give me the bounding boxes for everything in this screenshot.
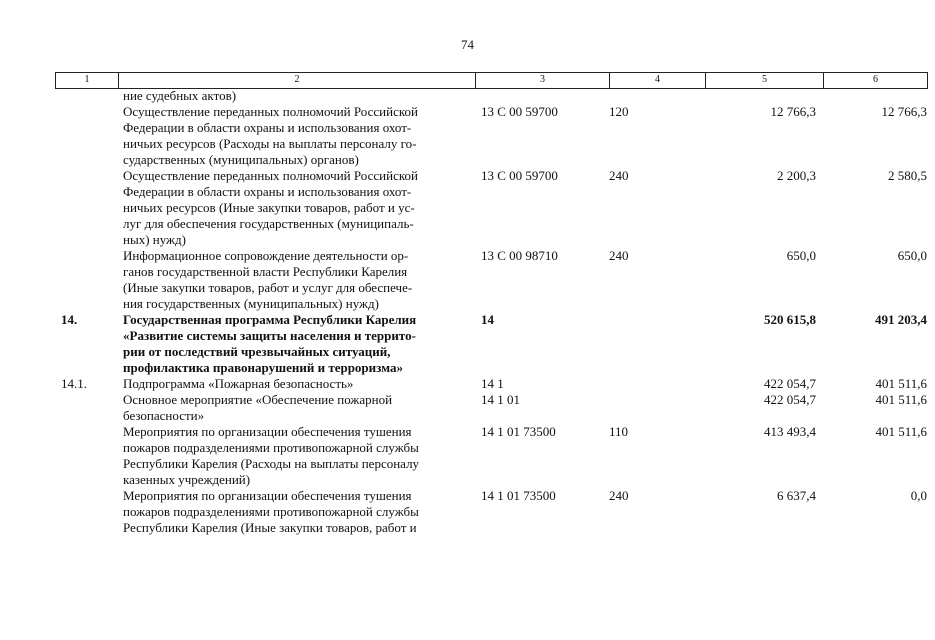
row-code: 13 С 00 59700 — [481, 168, 558, 183]
row-value-1: 12 766,3 — [770, 104, 816, 119]
row-code: 14 — [481, 312, 494, 327]
row-code: 13 С 00 98710 — [481, 248, 558, 263]
header-col-5: 5 — [706, 73, 824, 88]
row-value-1: 520 615,8 — [764, 312, 816, 327]
row-value-2: 0,0 — [910, 488, 927, 503]
table-row — [55, 248, 927, 312]
row-code: 14 1 — [481, 376, 504, 391]
table-row — [55, 168, 927, 248]
header-col-3: 3 — [476, 73, 610, 88]
header-col-4: 4 — [610, 73, 706, 88]
row-value-1: 650,0 — [786, 248, 816, 263]
page-number: 74 — [461, 37, 474, 52]
row-type: 110 — [609, 424, 629, 439]
row-value-1: 422 054,7 — [764, 392, 816, 407]
row-code: 13 С 00 59700 — [481, 104, 558, 119]
row-value-1: 6 637,4 — [777, 488, 816, 503]
row-name: Информационное сопровождение деятельности ор- ганов государственной власти Республики Карелия (Иные закупки товаров, работ и услуг для обеспече- ния государственных (муниципальных) нужд) — [123, 248, 413, 311]
row-type: 240 — [609, 168, 629, 183]
row-type: 240 — [609, 248, 629, 263]
row-code: 14 1 01 — [481, 392, 520, 407]
header-col-2: 2 — [119, 73, 476, 88]
row-number: 14.1. — [61, 376, 87, 391]
row-name: Осуществление переданных полномочий Российской Федерации в области охраны и использования охот- ничьих ресурсов (Иные закупки товаров, работ и ус- луг для обеспечения государственных (муниципаль- ных) нужд) — [123, 168, 418, 247]
row-code: 14 1 01 73500 — [481, 488, 556, 503]
header-col-1: 1 — [56, 73, 119, 88]
row-type: 240 — [609, 488, 629, 503]
table-body — [55, 88, 927, 536]
row-value-2: 401 511,6 — [875, 376, 927, 391]
row-value-2: 650,0 — [897, 248, 927, 263]
row-code: 14 1 01 73500 — [481, 424, 556, 439]
row-value-1: 413 493,4 — [764, 424, 816, 439]
row-value-2: 2 580,5 — [888, 168, 927, 183]
table-row — [55, 376, 927, 392]
table-row — [55, 488, 927, 536]
row-value-2: 491 203,4 — [875, 312, 927, 327]
row-name: Мероприятия по организации обеспечения тушения пожаров подразделениями противопожарной службы Республики Карелия (Расходы на выплаты персоналу казенных учреждений) — [123, 424, 420, 487]
table-row — [55, 88, 927, 104]
header-col-6: 6 — [824, 73, 928, 88]
row-name: Государственная программа Республики Карелия «Развитие системы защиты населения и террито- рии от последствий чрезвычайных ситуаций, профилактика правонарушений и терроризма» — [123, 312, 417, 375]
row-value-1: 2 200,3 — [777, 168, 816, 183]
row-name: Осуществление переданных полномочий Российской Федерации в области охраны и использования охот- ничьих ресурсов (Расходы на выплаты персоналу го- сударственных (муниципальных) органов) — [123, 104, 418, 167]
row-value-2: 401 511,6 — [875, 392, 927, 407]
row-name: ние судебных актов) — [123, 88, 237, 103]
row-name: Мероприятия по организации обеспечения тушения пожаров подразделениями противопожарной службы Республики Карелия (Иные закупки товаров, работ и — [123, 488, 419, 535]
table-row — [55, 104, 927, 168]
table-row-program — [55, 312, 927, 376]
row-name: Основное мероприятие «Обеспечение пожарной безопасности» — [123, 392, 393, 423]
table-header — [55, 72, 928, 89]
table-row — [55, 392, 927, 424]
row-number: 14. — [61, 312, 78, 327]
row-value-1: 422 054,7 — [764, 376, 816, 391]
row-type: 120 — [609, 104, 629, 119]
row-value-2: 401 511,6 — [875, 424, 927, 439]
row-name: Подпрограмма «Пожарная безопасность» — [123, 376, 354, 391]
row-value-2: 12 766,3 — [881, 104, 927, 119]
table-row — [55, 424, 927, 488]
